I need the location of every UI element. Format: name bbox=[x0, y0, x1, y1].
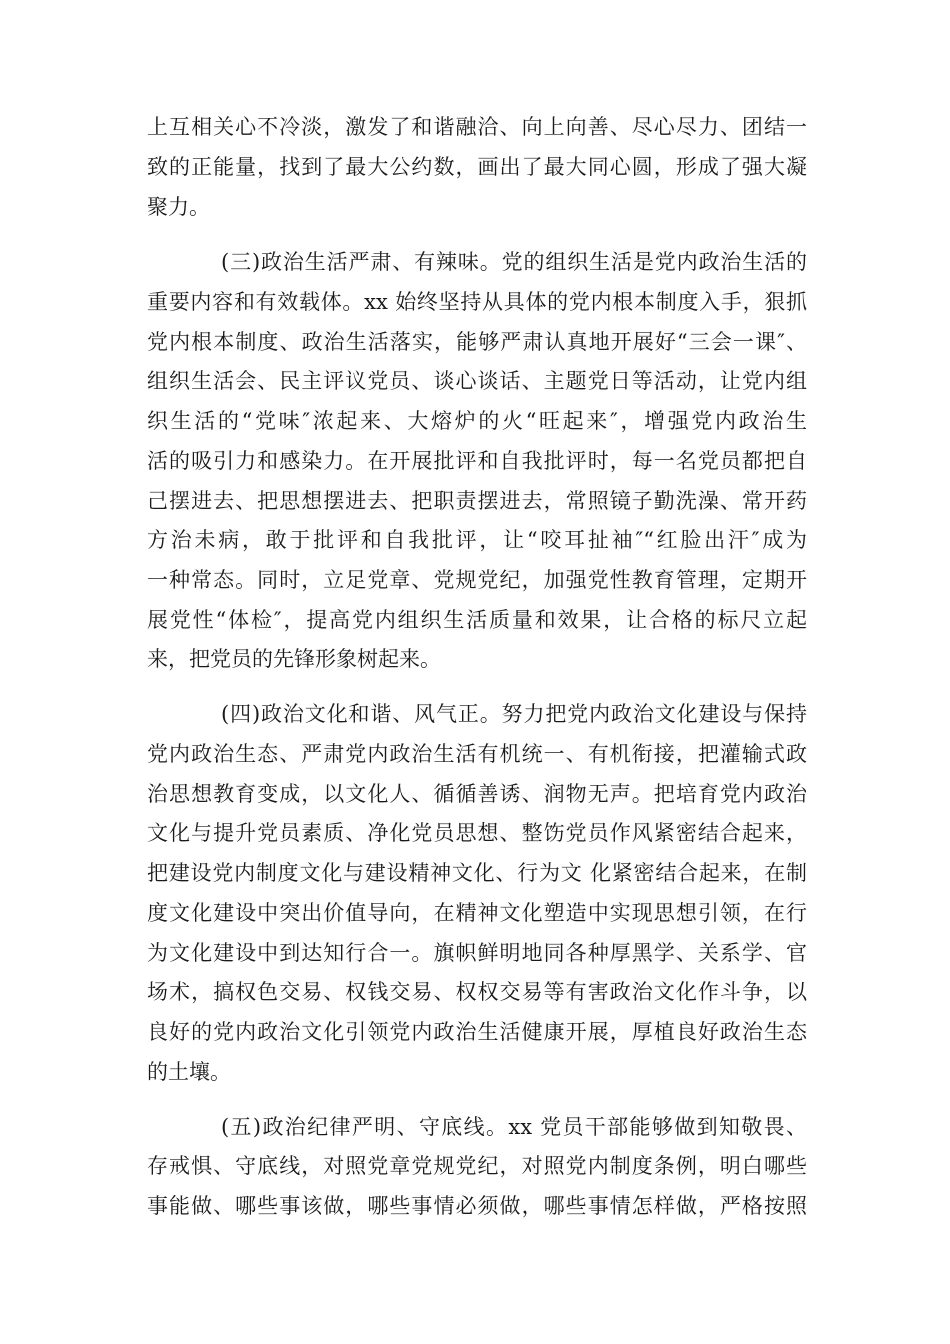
text-line: 组织生活会、民主评议党员、谈心谈话、主题党日等活动，让党内组 bbox=[147, 369, 807, 393]
text-line: 上互相关心不冷淡，激发了和谐融洽、向上向善、尽心尽力、团结一 bbox=[147, 115, 807, 139]
text-line: 场术，搞权色交易、权钱交易、权权交易等有害政治文化作斗争，以 bbox=[147, 980, 807, 1004]
text-line: 来，把党员的先锋形象树起来。 bbox=[147, 647, 441, 671]
text-line: 重要内容和有效载体。xx 始终坚持从具体的党内根本制度入手，狠抓 bbox=[147, 290, 807, 314]
text-line: 为文化建设中到达知行合一。旗帜鲜明地同各种厚黑学、关系学、官 bbox=[147, 941, 807, 965]
text-line: 良好的党内政治文化引领党内政治生活健康开展，厚植良好政治生态 bbox=[147, 1020, 807, 1044]
text-line: 把建设党内制度文化与建设精神文化、行为文 化紧密结合起来，在制 bbox=[147, 861, 807, 885]
text-line: 存戒惧、守底线，对照党章党规党纪，对照党内制度条例，明白哪些 bbox=[147, 1154, 807, 1178]
text-line: 致的正能量，找到了最大公约数，画出了最大同心圆，形成了强大凝 bbox=[147, 155, 807, 179]
text-line: 活的吸引力和感染力。在开展批评和自我批评时，每一名党员都把自 bbox=[147, 449, 807, 473]
text-line: 一种常态。同时，立足党章、党规党纪，加强党性教育管理，定期开 bbox=[147, 568, 807, 592]
text-line: (三)政治生活严肃、有辣味。党的组织生活是党内政治生活的 bbox=[221, 250, 807, 274]
text-line: 事能做、哪些事该做，哪些事情必须做，哪些事情怎样做，严格按照 bbox=[147, 1194, 807, 1218]
text-line: 治思想教育变成，以文化人、循循善诱、润物无声。把培育党内政治 bbox=[147, 782, 807, 806]
text-line: 展党性“体检″，提高党内组织生活质量和效果，让合格的标尺立起 bbox=[147, 608, 807, 632]
text-line: 的土壤。 bbox=[147, 1060, 231, 1084]
text-line: (四)政治文化和谐、风气正。努力把党内政治文化建设与保持 bbox=[221, 702, 807, 726]
text-line: 党内政治生态、严肃党内政治生活有机统一、有机衔接，把灌输式政 bbox=[147, 742, 807, 766]
text-line: 度文化建设中突出价值导向，在精神文化塑造中实现思想引领，在行 bbox=[147, 901, 807, 925]
text-line: 己摆进去、把思想摆进去、把职责摆进去，常照镜子勤洗澡、常开药 bbox=[147, 489, 807, 513]
text-line: 方治未病，敢于批评和自我批评，让“咬耳扯袖″“红脸出汗″成为 bbox=[147, 528, 807, 552]
text-line: 织生活的“党味″浓起来、大熔炉的火“旺起来″，增强党内政治生 bbox=[147, 409, 807, 433]
text-line: 聚力。 bbox=[147, 195, 210, 219]
text-line: (五)政治纪律严明、守底线。xx 党员干部能够做到知敬畏、 bbox=[221, 1115, 807, 1139]
text-line: 党内根本制度、政治生活落实，能够严肃认真地开展好“三会一课″、 bbox=[147, 330, 807, 354]
text-line: 文化与提升党员素质、净化党员思想、整饬党员作风紧密结合起来， bbox=[147, 821, 807, 845]
